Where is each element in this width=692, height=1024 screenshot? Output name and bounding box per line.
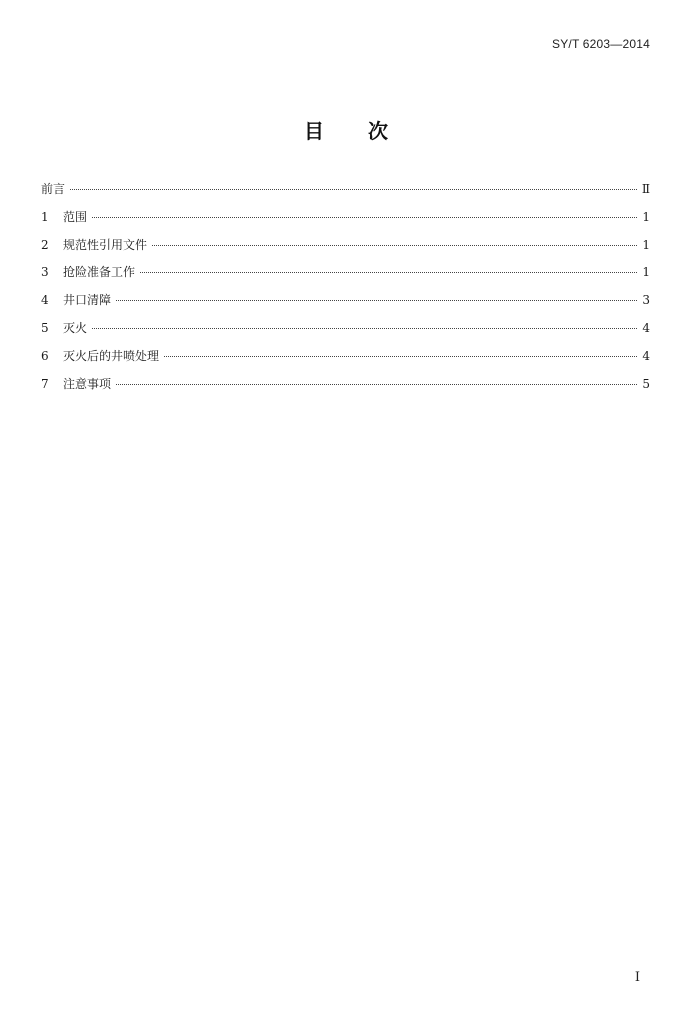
dot-leader [70, 188, 637, 190]
toc-entry-3[interactable] [41, 264, 650, 292]
toc-entry-label: 注意事项 [63, 376, 112, 391]
toc-entry-6[interactable] [41, 348, 650, 376]
toc-entry-preface[interactable] [41, 181, 650, 209]
standard-code: SY/T 6203—2014 [552, 37, 650, 51]
toc-entry-page: 3 [642, 293, 650, 308]
dot-leader [92, 327, 637, 329]
toc-entry-5[interactable] [41, 320, 650, 348]
toc-entry-number: 1 [41, 209, 49, 224]
toc-entry-page: 1 [642, 237, 650, 252]
toc-entry-label: 井口清障 [63, 293, 112, 308]
toc-entry-7[interactable] [41, 376, 650, 404]
table-of-contents [41, 181, 650, 403]
dot-leader [140, 271, 637, 273]
toc-entry-label: 灭火 [63, 320, 88, 335]
toc-entry-page: 1 [642, 265, 650, 280]
toc-entry-2[interactable] [41, 237, 650, 265]
dot-leader [116, 383, 637, 385]
toc-entry-label: 前言 [41, 182, 66, 196]
toc-entry-page: Ⅱ [641, 182, 650, 196]
toc-entry-number: 6 [41, 348, 49, 363]
toc-entry-number: 3 [41, 265, 49, 280]
toc-entry-page: 4 [642, 320, 650, 335]
dot-leader [92, 216, 637, 218]
toc-entry-number: 2 [41, 237, 49, 252]
toc-entry-label: 规范性引用文件 [63, 237, 148, 252]
toc-entry-number: 7 [41, 376, 49, 391]
toc-entry-label: 灭火后的井喷处理 [63, 348, 160, 363]
toc-entry-number: 4 [41, 293, 49, 308]
toc-entry-4[interactable] [41, 292, 650, 320]
dot-leader [116, 299, 637, 301]
toc-entry-page: 4 [642, 348, 650, 363]
toc-entry-page: 1 [642, 209, 650, 224]
dot-leader [164, 355, 637, 357]
toc-entry-1[interactable] [41, 209, 650, 237]
toc-entry-page: 5 [642, 376, 650, 391]
toc-entry-label: 范围 [63, 209, 88, 224]
toc-entry-number: 5 [41, 320, 49, 335]
page-title: 目次 [304, 119, 432, 143]
toc-entry-label: 抢险准备工作 [63, 265, 136, 280]
footer-page-number: I [634, 970, 640, 985]
dot-leader [152, 244, 637, 246]
